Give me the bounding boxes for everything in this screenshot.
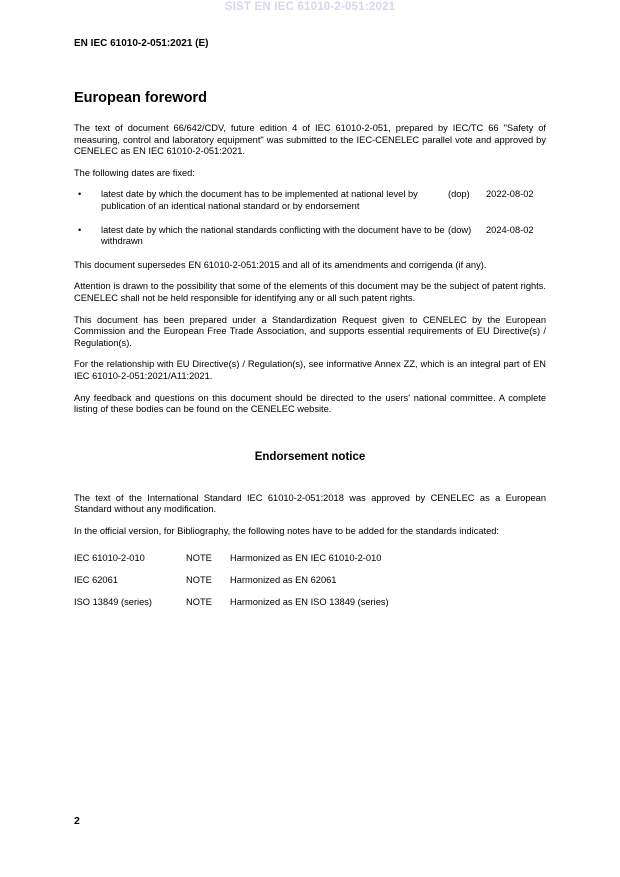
note-text: Harmonized as EN ISO 13849 (series)	[230, 596, 389, 607]
feedback-text: Any feedback and questions on this document should be directed to the users' national committee. A complete listing of these bodies can be found on the CENELEC website.	[74, 392, 546, 415]
note-text: Harmonized as EN IEC 61010-2-010	[230, 553, 382, 564]
note-label: NOTE	[186, 553, 212, 564]
date-description: latest date by which the document has to be implemented at national level by publication of an identical national standard or by endorsement	[101, 189, 418, 211]
mandate-text: This document has been prepared under a Standardization Request given to CENELEC by the European Commission and the European Free Trade Association, and supports essential requirements of EU Directive(s) / Regulation(s).	[74, 314, 546, 348]
note-standard: IEC 62061	[74, 575, 118, 586]
dates-list	[74, 189, 546, 247]
note-row	[74, 597, 546, 609]
bibliography-text: In the official version, for Bibliography, the following notes have to be added for the standards indicated:	[74, 525, 499, 536]
endorsement-text: The text of the International Standard IEC 61010-2-051:2018 was approved by CENELEC as a European Standard without any modification.	[74, 492, 546, 515]
note-standard: ISO 13849 (series)	[74, 596, 153, 607]
endorsement-title: Endorsement notice	[254, 450, 366, 463]
note-row	[74, 553, 546, 565]
note-row	[74, 575, 546, 587]
date-value: 2022-08-02	[486, 189, 534, 200]
foreword-title: European foreword	[74, 90, 207, 106]
dates-intro: The following dates are fixed:	[74, 167, 195, 178]
note-label: NOTE	[186, 596, 212, 607]
foreword-intro: The text of document 66/642/CDV, future edition 4 of IEC 61010-2-051, prepared by IEC/TC 66 "Safety of measuring, control and laboratory equipment" was submitted to the IEC-CENELEC parallel vote and approved by CENELEC as EN IEC 61010-2-051:2021.	[74, 123, 546, 157]
date-value: 2024-08-02	[486, 224, 534, 235]
document-id-header: EN IEC 61010-2-051:2021 (E)	[74, 38, 209, 49]
note-standard: IEC 61010-2-010	[74, 553, 145, 564]
supersedes-text: This document supersedes EN 61010-2-051:2015 and all of its amendments and corrigenda (if any).	[74, 259, 487, 270]
page-number: 2	[74, 815, 80, 827]
notes-list	[74, 553, 546, 608]
watermark: SIST EN IEC 61010-2-051:2021	[224, 1, 396, 13]
page-content	[74, 90, 546, 618]
patent-text: Attention is drawn to the possibility that some of the elements of this document may be the subject of patent rights. CENELEC shall not be held responsible for identifying any or all such patent rights.	[74, 281, 546, 303]
relationship-text: For the relationship with EU Directive(s) / Regulation(s), see informative Annex ZZ, which is an integral part of EN IEC 61010-2-051:2021/A11:2021.	[74, 359, 546, 381]
note-text: Harmonized as EN 62061	[230, 575, 337, 586]
date-code: (dop)	[448, 189, 470, 200]
date-code: (dow)	[448, 224, 472, 235]
date-item	[74, 225, 546, 248]
date-description: latest date by which the national standards conflicting with the document have to be withdrawn	[101, 224, 445, 247]
note-label: NOTE	[186, 575, 212, 586]
bullet: •	[78, 224, 82, 235]
bullet: •	[78, 189, 82, 200]
date-item	[74, 189, 546, 212]
